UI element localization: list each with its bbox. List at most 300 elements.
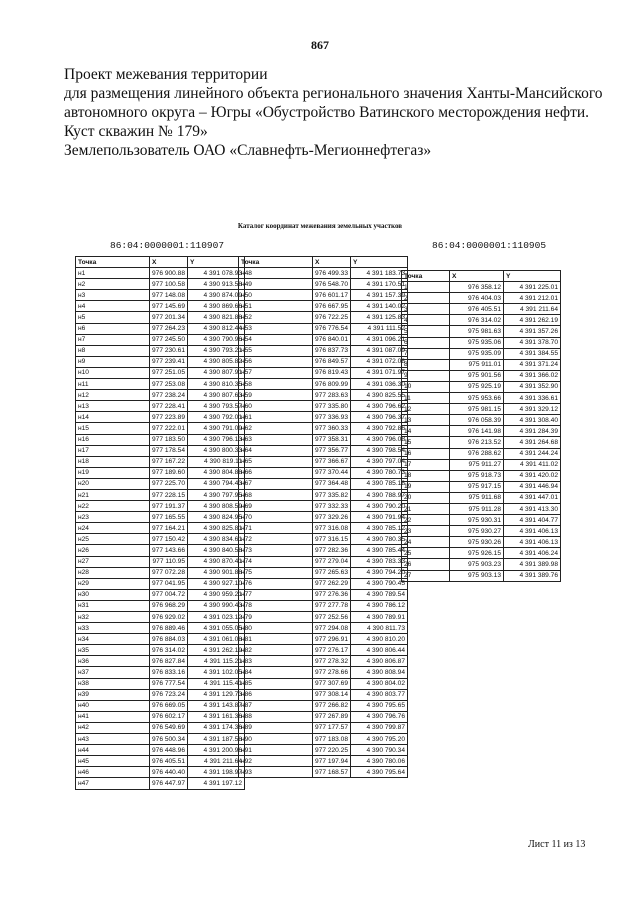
point-cell: н22 [76, 501, 150, 512]
x-cell: 977 294.08 [313, 623, 351, 634]
table-row [239, 312, 408, 323]
y-cell: 4 391 072.08 [351, 356, 408, 367]
point-cell: н15 [76, 423, 150, 434]
point-cell: н76 [239, 578, 313, 589]
column-header-point: Точка [76, 257, 150, 268]
point-cell: н40 [76, 700, 150, 711]
table-row [76, 412, 245, 423]
point-cell: н35 [76, 645, 150, 656]
x-cell: 975 930.31 [450, 515, 504, 526]
table-row [239, 722, 408, 733]
table-row [76, 356, 245, 367]
point-cell: н88 [239, 711, 313, 722]
table-row [239, 556, 408, 567]
y-cell: 4 391 446.94 [504, 481, 561, 492]
table-row [239, 456, 408, 467]
table-row [76, 323, 245, 334]
y-cell: 4 390 834.61 [188, 534, 245, 545]
x-cell: 977 265.63 [313, 567, 351, 578]
table-row [239, 512, 408, 523]
x-cell: 977 145.69 [150, 301, 188, 312]
point-cell: 5 [402, 326, 450, 337]
table-row [402, 437, 561, 448]
x-cell: 977 251.05 [150, 367, 188, 378]
x-cell: 977 225.70 [150, 478, 188, 489]
y-cell: 4 390 811.73 [351, 623, 408, 634]
y-cell: 4 390 927.10 [188, 578, 245, 589]
point-cell: н92 [239, 756, 313, 767]
point-cell: н41 [76, 711, 150, 722]
table-row [402, 315, 561, 326]
x-cell: 977 360.33 [313, 423, 351, 434]
x-cell: 975 911.27 [450, 459, 504, 470]
y-cell: 4 390 804.88 [188, 467, 245, 478]
point-cell: н6 [76, 323, 150, 334]
point-cell: н65 [239, 456, 313, 467]
x-cell: 976 058.39 [450, 415, 504, 426]
x-cell: 977 220.25 [313, 745, 351, 756]
point-cell: н51 [239, 301, 313, 312]
table-row [76, 423, 245, 434]
point-cell: н82 [239, 645, 313, 656]
table-row [76, 623, 245, 634]
table-row [76, 734, 245, 745]
x-cell: 976 776.54 [313, 323, 351, 334]
point-cell: н5 [76, 312, 150, 323]
table-row [76, 745, 245, 756]
x-cell: 977 276.17 [313, 645, 351, 656]
table-row [76, 501, 245, 512]
table-row [76, 578, 245, 589]
table-row [76, 589, 245, 600]
x-cell: 976 549.69 [150, 722, 188, 733]
point-cell: н93 [239, 767, 313, 778]
point-cell: н79 [239, 612, 313, 623]
x-cell: 977 282.36 [313, 545, 351, 556]
point-cell: н32 [76, 612, 150, 623]
table-row [239, 478, 408, 489]
x-cell: 976 849.57 [313, 356, 351, 367]
table-row [76, 778, 245, 789]
table-row [239, 534, 408, 545]
y-cell: 4 390 795.64 [351, 767, 408, 778]
x-cell: 975 911.68 [450, 492, 504, 503]
point-cell: н8 [76, 345, 150, 356]
x-cell: 977 335.80 [313, 401, 351, 412]
point-cell: н63 [239, 434, 313, 445]
y-cell: 4 391 174.36 [188, 722, 245, 733]
y-cell: 4 390 870.41 [188, 556, 245, 567]
x-cell: 977 150.42 [150, 534, 188, 545]
point-cell: н10 [76, 367, 150, 378]
point-cell: н47 [76, 778, 150, 789]
y-cell: 4 390 807.63 [188, 390, 245, 401]
y-cell: 4 390 959.21 [188, 589, 245, 600]
x-cell: 977 183.08 [313, 734, 351, 745]
table-row [76, 634, 245, 645]
x-cell: 975 918.73 [450, 470, 504, 481]
table-row [239, 523, 408, 534]
table-row [239, 745, 408, 756]
x-cell: 976 448.96 [150, 745, 188, 756]
table-row [76, 456, 245, 467]
y-cell: 4 390 805.82 [188, 356, 245, 367]
x-cell: 975 930.27 [450, 526, 504, 537]
point-cell: н42 [76, 722, 150, 733]
point-cell: 26 [402, 559, 450, 570]
point-cell: н37 [76, 667, 150, 678]
point-cell: н80 [239, 623, 313, 634]
table-row [76, 290, 245, 301]
y-cell: 4 390 804.02 [351, 678, 408, 689]
y-cell: 4 391 115.41 [188, 678, 245, 689]
x-cell: 977 189.60 [150, 467, 188, 478]
point-cell: 9 [402, 370, 450, 381]
x-cell: 975 903.23 [450, 559, 504, 570]
y-cell: 4 390 807.91 [188, 367, 245, 378]
table-row [76, 334, 245, 345]
point-cell: н83 [239, 656, 313, 667]
y-cell: 4 391 200.96 [188, 745, 245, 756]
table-row [76, 567, 245, 578]
x-cell: 977 252.56 [313, 612, 351, 623]
parcel-number-right: 86:04:0000001:110905 [432, 240, 547, 251]
point-cell: н30 [76, 589, 150, 600]
point-cell: 15 [402, 437, 450, 448]
y-cell: 4 390 795.20 [351, 734, 408, 745]
y-cell: 4 391 115.21 [188, 656, 245, 667]
y-cell: 4 390 825.55 [351, 390, 408, 401]
table-row [76, 600, 245, 611]
x-cell: 977 230.61 [150, 345, 188, 356]
y-cell: 4 390 840.58 [188, 545, 245, 556]
table-row [239, 423, 408, 434]
table-row [76, 534, 245, 545]
x-cell: 976 900.88 [150, 268, 188, 279]
x-cell: 976 601.17 [313, 290, 351, 301]
point-cell: н60 [239, 401, 313, 412]
point-cell: 13 [402, 415, 450, 426]
point-cell: н59 [239, 390, 313, 401]
x-cell: 975 903.13 [450, 570, 504, 581]
table-row [76, 345, 245, 356]
table-row [239, 345, 408, 356]
x-cell: 975 911.28 [450, 503, 504, 514]
column-header-point: Точка [402, 271, 450, 282]
x-cell: 975 935.09 [450, 348, 504, 359]
table-row [239, 600, 408, 611]
table-row [239, 711, 408, 722]
table-row [402, 559, 561, 570]
table-row [76, 700, 245, 711]
y-cell: 4 391 371.24 [504, 359, 561, 370]
point-cell: н33 [76, 623, 150, 634]
x-cell: 977 279.04 [313, 556, 351, 567]
y-cell: 4 391 284.39 [504, 426, 561, 437]
table-row [239, 756, 408, 767]
y-cell: 4 390 806.87 [351, 656, 408, 667]
y-cell: 4 391 366.02 [504, 370, 561, 381]
point-cell: н7 [76, 334, 150, 345]
point-cell: н31 [76, 600, 150, 611]
table-row [402, 570, 561, 581]
point-cell: н27 [76, 556, 150, 567]
point-cell: 14 [402, 426, 450, 437]
point-cell: н9 [76, 356, 150, 367]
y-cell: 4 390 808.94 [351, 667, 408, 678]
point-cell: н48 [239, 268, 313, 279]
table-row [402, 426, 561, 437]
point-cell: н89 [239, 722, 313, 733]
x-cell: 977 278.66 [313, 667, 351, 678]
y-cell: 4 390 780.35 [351, 534, 408, 545]
point-cell: н84 [239, 667, 313, 678]
table-row [239, 467, 408, 478]
y-cell: 4 391 262.19 [504, 315, 561, 326]
y-cell: 4 390 785.18 [351, 478, 408, 489]
x-cell: 975 925.19 [450, 381, 504, 392]
point-cell: н85 [239, 678, 313, 689]
point-cell: 12 [402, 404, 450, 415]
x-cell: 977 183.50 [150, 434, 188, 445]
sheet-counter: Лист 11 из 13 [528, 839, 586, 850]
y-cell: 4 390 810.20 [351, 634, 408, 645]
table-row [76, 711, 245, 722]
table-row [402, 381, 561, 392]
catalog-title: Каталог координат межевания земельных участков [237, 222, 403, 230]
x-cell: 975 981.15 [450, 404, 504, 415]
y-cell: 4 391 244.24 [504, 448, 561, 459]
table-row [239, 379, 408, 390]
x-cell: 977 238.24 [150, 390, 188, 401]
y-cell: 4 391 143.87 [188, 700, 245, 711]
point-cell: н12 [76, 390, 150, 401]
table-row [76, 478, 245, 489]
table-row [76, 667, 245, 678]
table-row [402, 481, 561, 492]
y-cell: 4 390 794.43 [188, 478, 245, 489]
y-cell: 4 391 036.30 [351, 379, 408, 390]
point-cell: 11 [402, 393, 450, 404]
y-cell: 4 391 087.09 [351, 345, 408, 356]
x-cell: 976 722.25 [313, 312, 351, 323]
x-cell: 977 336.93 [313, 412, 351, 423]
point-cell: н11 [76, 379, 150, 390]
table-row [402, 515, 561, 526]
x-cell: 976 405.51 [150, 756, 188, 767]
point-cell: 7 [402, 348, 450, 359]
x-cell: 976 447.97 [150, 778, 188, 789]
table-row [239, 279, 408, 290]
table-row [76, 512, 245, 523]
y-cell: 4 390 791.09 [188, 423, 245, 434]
table-row [239, 667, 408, 678]
y-cell: 4 390 869.66 [188, 301, 245, 312]
table-row [402, 415, 561, 426]
table-row [239, 767, 408, 778]
point-cell: н29 [76, 578, 150, 589]
x-cell: 977 041.95 [150, 578, 188, 589]
table-row [402, 548, 561, 559]
point-cell: 17 [402, 459, 450, 470]
x-cell: 975 926.15 [450, 548, 504, 559]
table-row [402, 370, 561, 381]
y-cell: 4 390 780.06 [351, 756, 408, 767]
column-header-y: Y [188, 257, 245, 268]
y-cell: 4 390 785.44 [351, 545, 408, 556]
y-cell: 4 391 198.97 [188, 767, 245, 778]
x-cell: 977 329.26 [313, 512, 351, 523]
x-cell: 976 314.02 [450, 315, 504, 326]
table-row [402, 537, 561, 548]
y-cell: 4 390 796.62 [351, 401, 408, 412]
point-cell: н91 [239, 745, 313, 756]
y-cell: 4 391 125.83 [351, 312, 408, 323]
x-cell: 977 165.55 [150, 512, 188, 523]
column-header-y: Y [351, 257, 408, 268]
x-cell: 977 197.94 [313, 756, 351, 767]
point-cell: н78 [239, 600, 313, 611]
y-cell: 4 391 161.36 [188, 711, 245, 722]
table-row [76, 767, 245, 778]
table-row [402, 459, 561, 470]
y-cell: 4 391 129.73 [188, 689, 245, 700]
point-cell: н52 [239, 312, 313, 323]
y-cell: 4 390 789.54 [351, 589, 408, 600]
point-cell: н43 [76, 734, 150, 745]
y-cell: 4 390 825.81 [188, 523, 245, 534]
x-cell: 976 669.05 [150, 700, 188, 711]
y-cell: 4 391 352.90 [504, 381, 561, 392]
x-cell: 976 833.16 [150, 667, 188, 678]
y-cell: 4 390 790.45 [351, 578, 408, 589]
point-cell: н39 [76, 689, 150, 700]
x-cell: 977 264.23 [150, 323, 188, 334]
y-cell: 4 390 901.88 [188, 567, 245, 578]
table-row [239, 578, 408, 589]
point-cell: 6 [402, 337, 450, 348]
point-cell: 20 [402, 492, 450, 503]
x-cell: 977 356.77 [313, 445, 351, 456]
table-row [76, 612, 245, 623]
table-row [239, 645, 408, 656]
point-cell: н90 [239, 734, 313, 745]
x-cell: 977 239.41 [150, 356, 188, 367]
point-cell: н73 [239, 545, 313, 556]
y-cell: 4 391 404.77 [504, 515, 561, 526]
x-cell: 977 148.08 [150, 290, 188, 301]
y-cell: 4 390 796.37 [351, 412, 408, 423]
point-cell: н45 [76, 756, 150, 767]
y-cell: 4 390 812.44 [188, 323, 245, 334]
y-cell: 4 391 336.61 [504, 393, 561, 404]
table-row [239, 412, 408, 423]
header-line: Куст скважин № 179» [64, 123, 208, 140]
point-cell: н55 [239, 345, 313, 356]
table-row [239, 612, 408, 623]
point-cell: н62 [239, 423, 313, 434]
y-cell: 4 391 170.51 [351, 279, 408, 290]
point-cell: н71 [239, 523, 313, 534]
x-cell: 976 889.46 [150, 623, 188, 634]
y-cell: 4 391 078.93 [188, 268, 245, 279]
table-row [76, 467, 245, 478]
x-cell: 976 837.73 [313, 345, 351, 356]
coordinates-table-a [75, 256, 245, 790]
y-cell: 4 391 411.02 [504, 459, 561, 470]
x-cell: 976 777.54 [150, 678, 188, 689]
y-cell: 4 390 824.95 [188, 512, 245, 523]
table-row [239, 545, 408, 556]
x-cell: 977 307.69 [313, 678, 351, 689]
table-row [76, 678, 245, 689]
point-cell: н61 [239, 412, 313, 423]
point-cell: 4 [402, 315, 450, 326]
point-cell: 2 [402, 293, 450, 304]
table-row [402, 448, 561, 459]
y-cell: 4 391 197.12 [188, 778, 245, 789]
point-cell: н18 [76, 456, 150, 467]
x-cell: 977 168.57 [313, 767, 351, 778]
point-cell: н50 [239, 290, 313, 301]
table-row [76, 556, 245, 567]
x-cell: 977 223.89 [150, 412, 188, 423]
y-cell: 4 391 389.76 [504, 570, 561, 581]
x-cell: 977 332.33 [313, 501, 351, 512]
column-header-x: X [450, 271, 504, 282]
y-cell: 4 391 357.26 [504, 326, 561, 337]
x-cell: 976 827.84 [150, 656, 188, 667]
parcel-number-left: 86:04:0000001:110907 [110, 240, 225, 251]
table-row [402, 282, 561, 293]
point-cell: н36 [76, 656, 150, 667]
x-cell: 977 277.78 [313, 600, 351, 611]
x-cell: 977 245.50 [150, 334, 188, 345]
y-cell: 4 390 799.87 [351, 722, 408, 733]
point-cell: н77 [239, 589, 313, 600]
x-cell: 975 930.26 [450, 537, 504, 548]
point-cell: н17 [76, 445, 150, 456]
table-row [76, 268, 245, 279]
table-row [76, 445, 245, 456]
table-row [76, 401, 245, 412]
x-cell: 976 213.52 [450, 437, 504, 448]
y-cell: 4 391 389.98 [504, 559, 561, 570]
point-cell: н3 [76, 290, 150, 301]
table-row [239, 356, 408, 367]
x-cell: 977 278.32 [313, 656, 351, 667]
point-cell: н13 [76, 401, 150, 412]
x-cell: 977 276.36 [313, 589, 351, 600]
y-cell: 4 391 413.30 [504, 503, 561, 514]
point-cell: н58 [239, 379, 313, 390]
x-cell: 977 266.82 [313, 700, 351, 711]
table-row [239, 567, 408, 578]
table-row [239, 268, 408, 279]
point-cell: н81 [239, 634, 313, 645]
table-row [402, 470, 561, 481]
x-cell: 977 296.91 [313, 634, 351, 645]
x-cell: 975 953.66 [450, 393, 504, 404]
table-row [402, 393, 561, 404]
y-cell: 4 391 157.39 [351, 290, 408, 301]
y-cell: 4 391 406.24 [504, 548, 561, 559]
y-cell: 4 390 790.20 [351, 501, 408, 512]
x-cell: 976 884.03 [150, 634, 188, 645]
y-cell: 4 390 797.95 [188, 489, 245, 500]
y-cell: 4 391 071.97 [351, 367, 408, 378]
x-cell: 976 288.62 [450, 448, 504, 459]
